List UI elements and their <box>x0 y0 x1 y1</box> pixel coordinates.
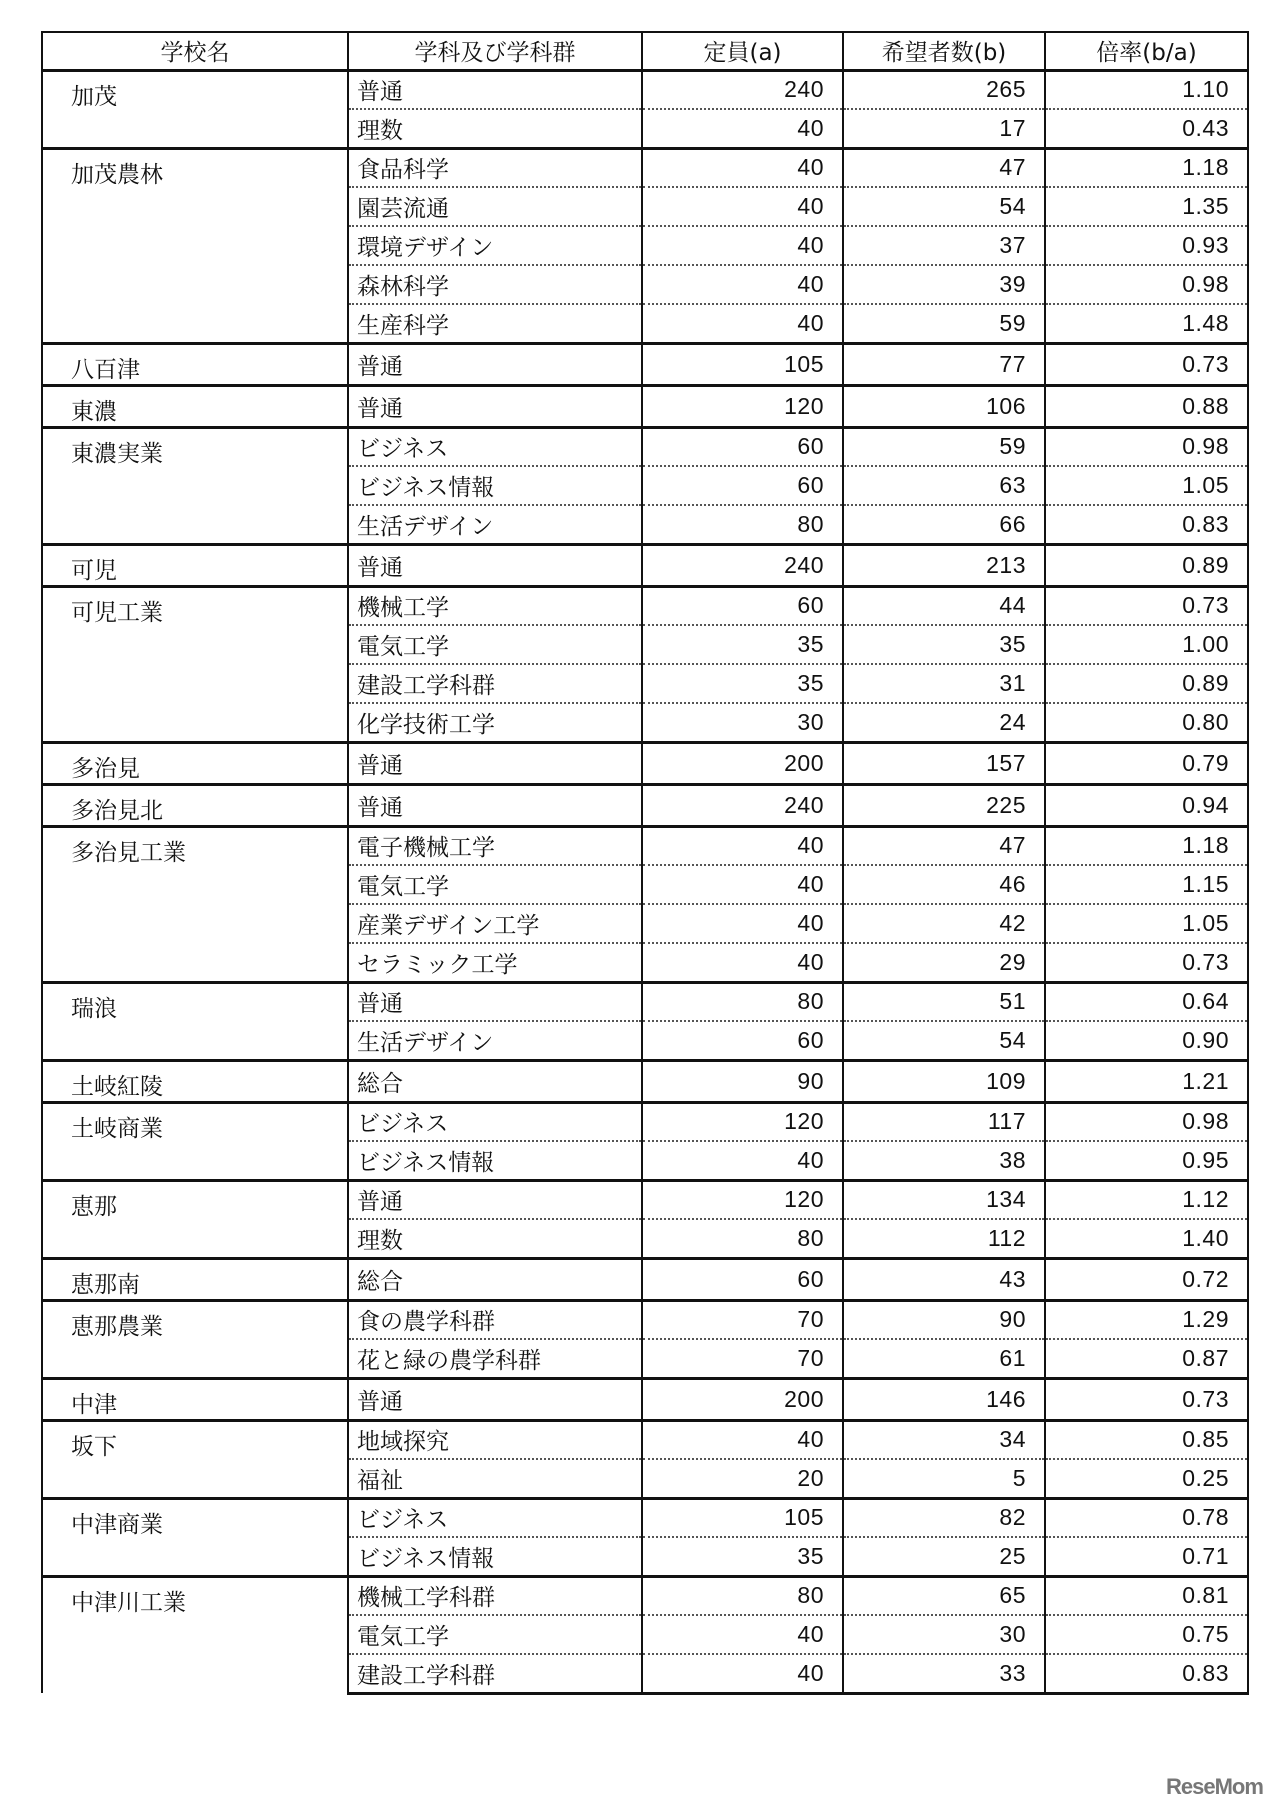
department-cell: 総合 <box>348 1060 642 1102</box>
capacity-cell: 40 <box>642 265 843 304</box>
applicants-cell: 134 <box>843 1180 1045 1219</box>
table-row <box>42 586 1248 625</box>
ratio-cell: 1.35 <box>1045 187 1248 226</box>
capacity-cell: 40 <box>642 109 843 148</box>
ratio-cell: 0.72 <box>1045 1258 1248 1300</box>
capacity-cell: 60 <box>642 1021 843 1060</box>
school-name: 加茂 <box>42 70 348 148</box>
department-cell: 機械工学 <box>348 586 642 625</box>
applicants-cell: 82 <box>843 1498 1045 1537</box>
capacity-cell: 80 <box>642 505 843 544</box>
ratio-cell: 1.12 <box>1045 1180 1248 1219</box>
header-applicants: 希望者数(b) <box>843 32 1045 70</box>
department-cell: セラミック工学 <box>348 943 642 982</box>
ratio-cell: 1.40 <box>1045 1219 1248 1258</box>
capacity-cell: 60 <box>642 466 843 505</box>
department-cell: 電子機械工学 <box>348 826 642 865</box>
table-row <box>42 148 1248 187</box>
department-cell: 化学技術工学 <box>348 703 642 742</box>
applicants-cell: 61 <box>843 1339 1045 1378</box>
school-name: 恵那南 <box>42 1258 348 1300</box>
applicants-cell: 44 <box>843 586 1045 625</box>
capacity-cell: 40 <box>642 1615 843 1654</box>
department-cell: ビジネス情報 <box>348 466 642 505</box>
applicants-cell: 109 <box>843 1060 1045 1102</box>
department-cell: 生活デザイン <box>348 1021 642 1060</box>
ratio-cell: 0.64 <box>1045 982 1248 1021</box>
applicant-ratio-table <box>41 31 1249 1695</box>
department-cell: 環境デザイン <box>348 226 642 265</box>
capacity-cell: 40 <box>642 1654 843 1693</box>
department-cell: 普通 <box>348 385 642 427</box>
department-cell: 産業デザイン工学 <box>348 904 642 943</box>
capacity-cell: 40 <box>642 943 843 982</box>
capacity-cell: 120 <box>642 1102 843 1141</box>
capacity-cell: 40 <box>642 187 843 226</box>
capacity-cell: 35 <box>642 664 843 703</box>
table-row <box>42 1420 1248 1459</box>
table-row <box>42 1180 1248 1219</box>
department-cell: 福祉 <box>348 1459 642 1498</box>
applicants-cell: 17 <box>843 109 1045 148</box>
school-name: 中津川工業 <box>42 1576 348 1693</box>
header-row <box>42 32 1248 70</box>
ratio-cell: 1.15 <box>1045 865 1248 904</box>
applicants-cell: 38 <box>843 1141 1045 1180</box>
ratio-cell: 0.83 <box>1045 1654 1248 1693</box>
department-cell: 森林科学 <box>348 265 642 304</box>
department-cell: ビジネス <box>348 427 642 466</box>
table-row <box>42 343 1248 385</box>
applicants-cell: 30 <box>843 1615 1045 1654</box>
applicants-cell: 112 <box>843 1219 1045 1258</box>
applicants-cell: 51 <box>843 982 1045 1021</box>
department-cell: 電気工学 <box>348 865 642 904</box>
department-cell: 生産科学 <box>348 304 642 343</box>
department-cell: 花と緑の農学科群 <box>348 1339 642 1378</box>
ratio-cell: 0.73 <box>1045 343 1248 385</box>
department-cell: 普通 <box>348 343 642 385</box>
capacity-cell: 60 <box>642 1258 843 1300</box>
school-name: 多治見工業 <box>42 826 348 982</box>
ratio-cell: 1.18 <box>1045 148 1248 187</box>
table-row <box>42 1576 1248 1615</box>
department-cell: 電気工学 <box>348 625 642 664</box>
department-cell: 普通 <box>348 742 642 784</box>
applicants-cell: 54 <box>843 187 1045 226</box>
applicants-cell: 63 <box>843 466 1045 505</box>
ratio-cell: 0.94 <box>1045 784 1248 826</box>
department-cell: ビジネス <box>348 1498 642 1537</box>
applicants-cell: 265 <box>843 70 1045 109</box>
ratio-cell: 1.05 <box>1045 904 1248 943</box>
school-name: 土岐紅陵 <box>42 1060 348 1102</box>
header-school: 学校名 <box>42 32 348 70</box>
school-name: 多治見北 <box>42 784 348 826</box>
school-name: 瑞浪 <box>42 982 348 1060</box>
capacity-cell: 105 <box>642 343 843 385</box>
capacity-cell: 40 <box>642 865 843 904</box>
capacity-cell: 60 <box>642 427 843 466</box>
capacity-cell: 120 <box>642 1180 843 1219</box>
ratio-cell: 0.78 <box>1045 1498 1248 1537</box>
applicants-cell: 42 <box>843 904 1045 943</box>
department-cell: 園芸流通 <box>348 187 642 226</box>
department-cell: 普通 <box>348 544 642 586</box>
capacity-cell: 240 <box>642 784 843 826</box>
ratio-cell: 0.75 <box>1045 1615 1248 1654</box>
applicants-cell: 25 <box>843 1537 1045 1576</box>
department-cell: 建設工学科群 <box>348 1654 642 1693</box>
applicants-cell: 24 <box>843 703 1045 742</box>
department-cell: 普通 <box>348 982 642 1021</box>
ratio-cell: 0.88 <box>1045 385 1248 427</box>
department-cell: 普通 <box>348 1180 642 1219</box>
capacity-cell: 60 <box>642 586 843 625</box>
table-row <box>42 70 1248 109</box>
table-row <box>42 1060 1248 1102</box>
table-row <box>42 1102 1248 1141</box>
department-cell: ビジネス <box>348 1102 642 1141</box>
applicants-cell: 90 <box>843 1300 1045 1339</box>
table-row <box>42 385 1248 427</box>
ratio-cell: 0.80 <box>1045 703 1248 742</box>
capacity-cell: 35 <box>642 625 843 664</box>
applicants-cell: 34 <box>843 1420 1045 1459</box>
capacity-cell: 30 <box>642 703 843 742</box>
capacity-cell: 35 <box>642 1537 843 1576</box>
department-cell: 機械工学科群 <box>348 1576 642 1615</box>
department-cell: 理数 <box>348 1219 642 1258</box>
ratio-cell: 0.81 <box>1045 1576 1248 1615</box>
department-cell: 総合 <box>348 1258 642 1300</box>
capacity-cell: 40 <box>642 1420 843 1459</box>
table-row <box>42 1258 1248 1300</box>
applicants-cell: 47 <box>843 826 1045 865</box>
ratio-cell: 0.71 <box>1045 1537 1248 1576</box>
ratio-cell: 0.85 <box>1045 1420 1248 1459</box>
table-row <box>42 784 1248 826</box>
ratio-cell: 1.21 <box>1045 1060 1248 1102</box>
ratio-cell: 0.93 <box>1045 226 1248 265</box>
capacity-cell: 40 <box>642 1141 843 1180</box>
ratio-cell: 0.90 <box>1045 1021 1248 1060</box>
capacity-cell: 40 <box>642 904 843 943</box>
department-cell: 普通 <box>348 70 642 109</box>
ratio-cell: 1.18 <box>1045 826 1248 865</box>
capacity-cell: 80 <box>642 1219 843 1258</box>
department-cell: 電気工学 <box>348 1615 642 1654</box>
capacity-cell: 40 <box>642 304 843 343</box>
table-row <box>42 826 1248 865</box>
capacity-cell: 90 <box>642 1060 843 1102</box>
applicants-cell: 5 <box>843 1459 1045 1498</box>
applicants-cell: 29 <box>843 943 1045 982</box>
capacity-cell: 240 <box>642 544 843 586</box>
table-row <box>42 982 1248 1021</box>
table-row <box>42 742 1248 784</box>
applicants-cell: 33 <box>843 1654 1045 1693</box>
applicants-cell: 213 <box>843 544 1045 586</box>
ratio-cell: 0.87 <box>1045 1339 1248 1378</box>
table-row <box>42 1300 1248 1339</box>
department-cell: 普通 <box>348 784 642 826</box>
department-cell: ビジネス情報 <box>348 1141 642 1180</box>
school-name: 東濃実業 <box>42 427 348 544</box>
ratio-cell: 0.73 <box>1045 1378 1248 1420</box>
school-name: 恵那農業 <box>42 1300 348 1378</box>
school-name: 坂下 <box>42 1420 348 1498</box>
ratio-cell: 0.98 <box>1045 265 1248 304</box>
school-name: 可児工業 <box>42 586 348 742</box>
department-cell: 普通 <box>348 1378 642 1420</box>
ratio-cell: 1.10 <box>1045 70 1248 109</box>
ratio-cell: 0.25 <box>1045 1459 1248 1498</box>
school-name: 八百津 <box>42 343 348 385</box>
capacity-cell: 40 <box>642 226 843 265</box>
applicants-cell: 117 <box>843 1102 1045 1141</box>
school-name: 中津商業 <box>42 1498 348 1576</box>
applicants-cell: 77 <box>843 343 1045 385</box>
applicants-cell: 157 <box>843 742 1045 784</box>
applicants-cell: 47 <box>843 148 1045 187</box>
ratio-cell: 0.83 <box>1045 505 1248 544</box>
header-ratio: 倍率(b/a) <box>1045 32 1248 70</box>
department-cell: 理数 <box>348 109 642 148</box>
applicants-cell: 46 <box>843 865 1045 904</box>
applicants-cell: 65 <box>843 1576 1045 1615</box>
school-name: 土岐商業 <box>42 1102 348 1180</box>
table-row <box>42 1378 1248 1420</box>
table-row <box>42 544 1248 586</box>
school-name: 東濃 <box>42 385 348 427</box>
ratio-cell: 1.00 <box>1045 625 1248 664</box>
department-cell: 食の農学科群 <box>348 1300 642 1339</box>
capacity-cell: 120 <box>642 385 843 427</box>
applicants-cell: 43 <box>843 1258 1045 1300</box>
applicants-cell: 31 <box>843 664 1045 703</box>
applicants-cell: 35 <box>843 625 1045 664</box>
ratio-cell: 1.48 <box>1045 304 1248 343</box>
applicants-cell: 66 <box>843 505 1045 544</box>
capacity-cell: 40 <box>642 148 843 187</box>
capacity-cell: 80 <box>642 1576 843 1615</box>
ratio-cell: 1.05 <box>1045 466 1248 505</box>
applicants-cell: 59 <box>843 304 1045 343</box>
department-cell: 地域探究 <box>348 1420 642 1459</box>
ratio-cell: 0.98 <box>1045 427 1248 466</box>
applicants-cell: 37 <box>843 226 1045 265</box>
ratio-cell: 0.73 <box>1045 943 1248 982</box>
applicants-cell: 39 <box>843 265 1045 304</box>
applicants-cell: 146 <box>843 1378 1045 1420</box>
capacity-cell: 200 <box>642 1378 843 1420</box>
ratio-cell: 0.73 <box>1045 586 1248 625</box>
table-body <box>42 70 1248 1693</box>
school-name: 多治見 <box>42 742 348 784</box>
header-department: 学科及び学科群 <box>348 32 642 70</box>
ratio-cell: 0.89 <box>1045 544 1248 586</box>
applicants-cell: 225 <box>843 784 1045 826</box>
table-row <box>42 427 1248 466</box>
capacity-cell: 70 <box>642 1339 843 1378</box>
ratio-cell: 0.89 <box>1045 664 1248 703</box>
header-capacity: 定員(a) <box>642 32 843 70</box>
capacity-cell: 20 <box>642 1459 843 1498</box>
ratio-cell: 0.79 <box>1045 742 1248 784</box>
school-name: 中津 <box>42 1378 348 1420</box>
school-name: 加茂農林 <box>42 148 348 343</box>
department-cell: 食品科学 <box>348 148 642 187</box>
ratio-cell: 0.43 <box>1045 109 1248 148</box>
applicants-cell: 54 <box>843 1021 1045 1060</box>
table-row <box>42 1498 1248 1537</box>
applicants-cell: 59 <box>843 427 1045 466</box>
capacity-cell: 80 <box>642 982 843 1021</box>
ratio-cell: 0.98 <box>1045 1102 1248 1141</box>
applicants-cell: 106 <box>843 385 1045 427</box>
school-name: 可児 <box>42 544 348 586</box>
ratio-cell: 1.29 <box>1045 1300 1248 1339</box>
capacity-cell: 70 <box>642 1300 843 1339</box>
department-cell: ビジネス情報 <box>348 1537 642 1576</box>
capacity-cell: 240 <box>642 70 843 109</box>
department-cell: 建設工学科群 <box>348 664 642 703</box>
resemom-logo: ReseMom <box>1166 1774 1263 1799</box>
capacity-cell: 200 <box>642 742 843 784</box>
department-cell: 生活デザイン <box>348 505 642 544</box>
capacity-cell: 105 <box>642 1498 843 1537</box>
capacity-cell: 40 <box>642 826 843 865</box>
ratio-cell: 0.95 <box>1045 1141 1248 1180</box>
school-name: 恵那 <box>42 1180 348 1258</box>
